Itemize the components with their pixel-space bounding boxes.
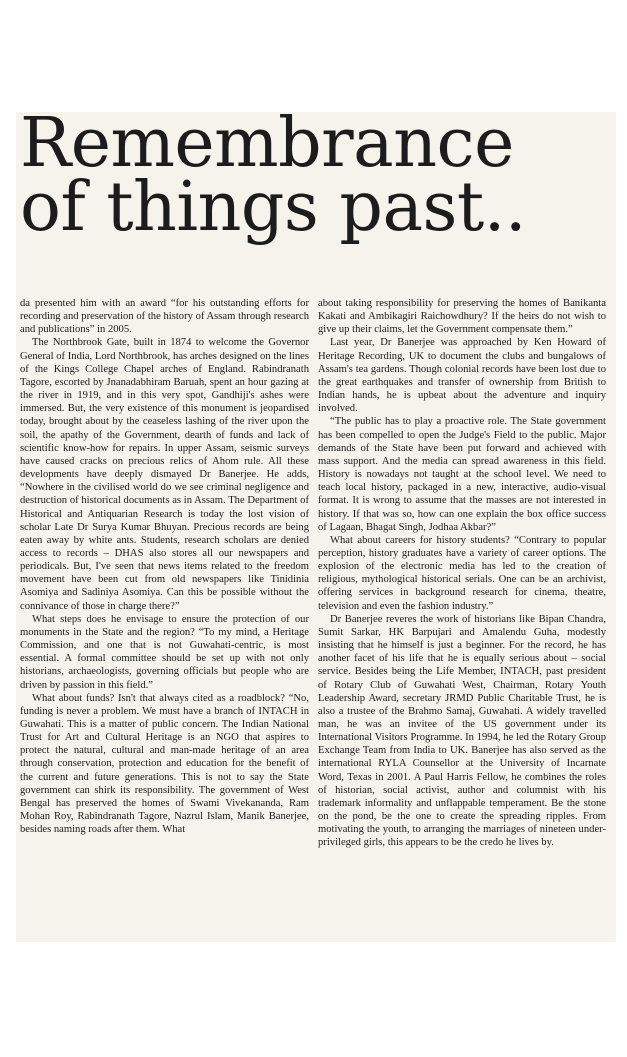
paragraph: Dr Banerjee reveres the work of historians like Bipan Chandra, Sumit Sarkar, HK Barpujari and Amalendu Guha, modestly insisting that he himself is just a beginner. For the record, he has another facet of his life that he is equally serious about – social service. Besides being the Life Member, INTACH, past president of Rotary Club of Guwahati West, Chairman, Rotary Youth Leadership Award, secretary JRMD Public Charitable Trust, he is also a trustee of the Brahmo Samaj, Guwahati. A widely travelled man, he was an invitee of the US government under its International Visitors Programme. In 1994, he led the Rotary Group Exchange Team from India to UK. Banerjee has also served as the international RYLA Counsellor at the University of Incarnate Word, Texas in 2001. A Paul Harris Fellow, he combines the roles of historian, social activist, author and columnist with his trademark informality and unflappable temperament. Be the stone on the pond, be the one to create the spreading ripples. From motivating the youth, to arranging the marriages of nineteen under-privileged girls, this appears to be the credo he lives by. [318,613,606,849]
paragraph: da presented him with an award “for his outstanding efforts for recording and preservation of the history of Assam through research and publications” in 2005. [20,298,309,336]
article-column-right [318,297,606,897]
paragraph: Last year, Dr Banerjee was approached by Ken Howard of Heritage Recording, UK to document the clubs and bungalows of Assam's tea gardens. Though colonial records have been lost due to the great earthquakes and transfer of ownership from British to Indian hands, he is upbeat about the adventure and inquiry involved. [318,337,606,415]
paragraph: “The public has to play a proactive role. The State government has been compelled to open the Judge's Field to the public. Major demands of the State have been put forward and achieved with mass support. And the media can spread awareness in this field. History is nowadays not taught at the school level. We need to teach local history, packaged in a new, interactive, audio-visual format. It is wrong to assume that the masses are not interested in history. If that was so, how can one explain the box office success of Lagaan, Bhagat Singh, Jodhaa Akbar?” [318,416,606,533]
article-column-left [20,297,309,897]
headline-line-2: of things past.. [20,168,526,247]
paragraph: What about funds? Isn't that always cited as a roadblock? “No, funding is never a problem. We must have a branch of INTACH in Guwahati. This is a matter of public concern. The Indian National Trust for Art and Cultural Heritage is an NGO that aspires to protect the natural, cultural and man-made heritage of an area through conservation, protection and education for the benefit of the current and future generations. This is not to say the State government can shirk its responsibility. The government of West Bengal has preserved the homes of Swami Vivekananda, Ram Mohan Roy, Rabindranath Tagore, Nazrul Islam, Manik Banerjee, besides naming roads after them. What [20,692,309,836]
paragraph: What about careers for history students? “Contrary to popular perception, history graduates have a variety of career options. The explosion of the electronic media has led to the creation of religious, mythological historical serials. One can be an archivist, offering services in background research for cinema, theatre, television and even the fashion industry.” [318,534,606,612]
paragraph: What steps does he envisage to ensure the protection of our monuments in the State and the region? “To my mind, a Heritage Commission, and one that is not Guwahati-centric, is most essential. A formal committee should be set up with not only historians, archaeologists, governing officials but people who are driven by passion in this field.” [20,613,309,691]
headline [20,104,620,247]
paragraph: about taking responsibility for preserving the homes of Banikanta Kakati and Ambikagiri Raichowdhury? If the heirs do not wish to give up their claims, let the Government compensate them.” [318,298,606,336]
headline-line-1: Remembrance [20,104,514,183]
paragraph: The Northbrook Gate, built in 1874 to welcome the Governor General of India, Lord Northbrook, has arches designed on the lines of the Kings College Chapel arches of England. Rabindranath Tagore, escorted by Jnanadabhiram Baruah, spent an hour gazing at the river in 1919, and in this very spot, Gandhiji's ashes were immersed. But, the very existence of this monument is jeopardised today, brought about by the ceaseless lashing of the river upon the soil, the apathy of the Government, dearth of funds and lack of scientific know-how for repairs. In upper Assam, seismic surveys have caused cracks on precious relics of Ahom rule. All these developments have deeply dismayed Dr Banerjee. He adds, “Nowhere in the civilised world do we see criminal negligence and destruction of historical documents as in Assam. The Department of Historical and Antiquarian Research is today the lost vision of scholar Late Dr Surya Kumar Bhuyan. Precious records are being eaten away by white ants. Students, research scholars are denied access to records – DHAS also stores all our newspapers and periodicals. But, I've seen that news items related to the freedom movement have been cut from old newspapers like Tinidinia Asomiya and Sadiniya Asomiya. Can this be possible without the connivance of those in charge there?” [20,337,309,612]
